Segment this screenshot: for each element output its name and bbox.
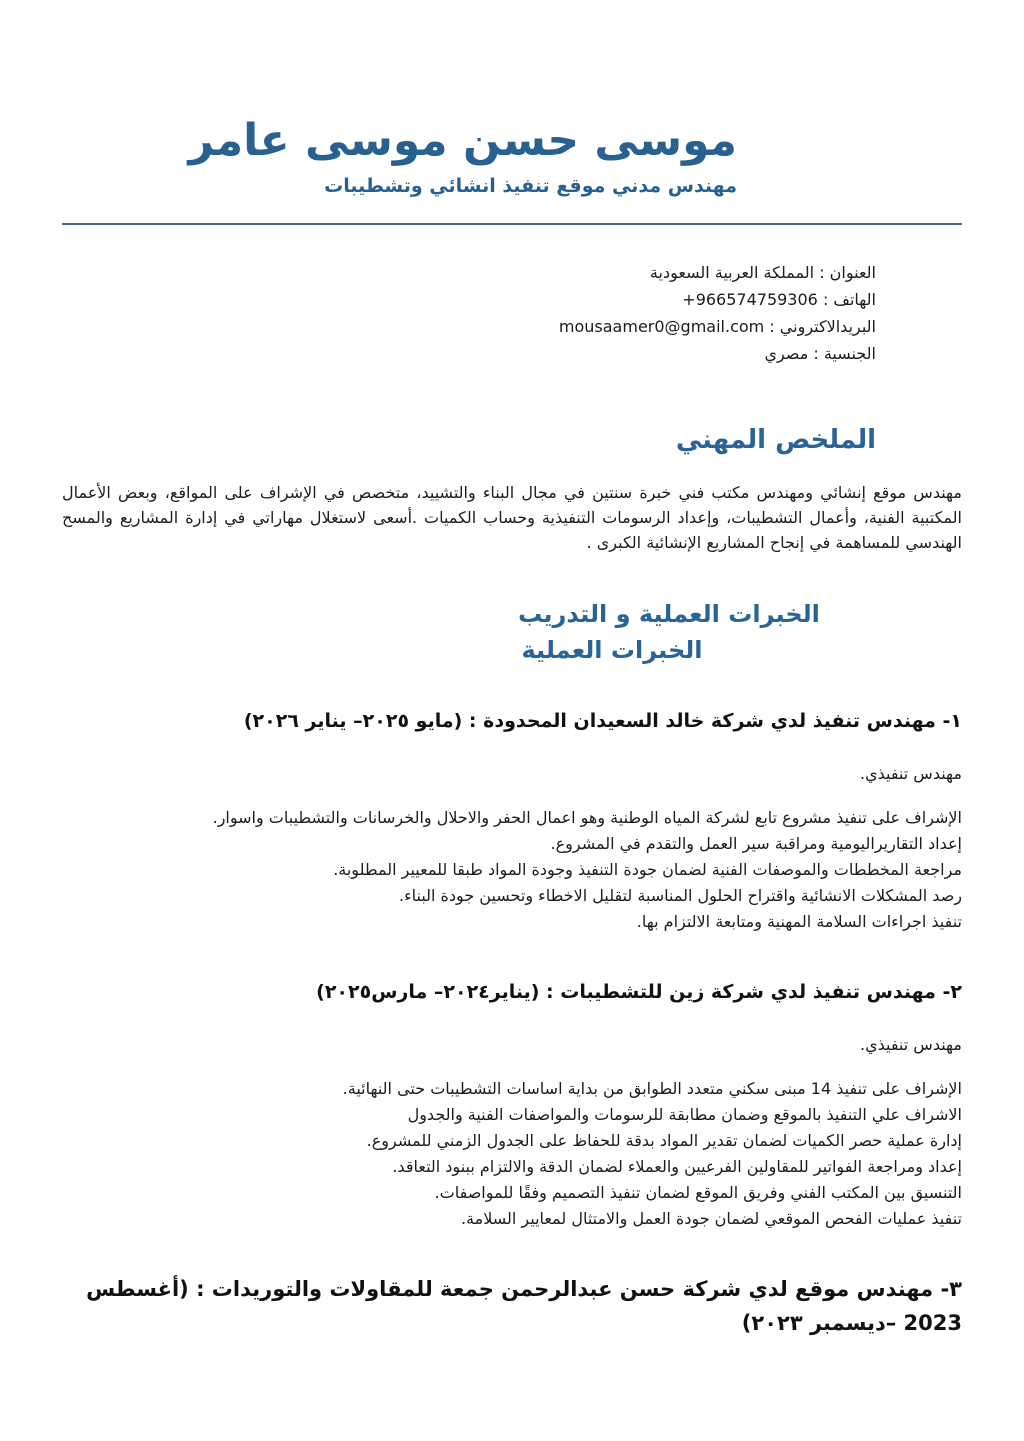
job-1-heading: ١- مهندس تنفيذ لدي شركة خالد السعيدان المحدودة : (مايو ٢٠٢٥– يناير ٢٠٢٦)	[243, 709, 962, 732]
header	[62, 116, 962, 225]
job-2-role: مهندس تنفيذي.	[860, 1035, 962, 1055]
header-name-block	[62, 116, 737, 197]
job-2-duty: تنفيذ عمليات الفحص الموقعي لضمان جودة العمل والامتثال لمعايير السلامة.	[460, 1208, 962, 1228]
job-entry-1	[62, 706, 962, 935]
summary-heading: الملخص المهني	[675, 425, 876, 456]
job-2-heading: ٢- مهندس تنفيذ لدي شركة زين للتشطيبات : (يناير٢٠٢٤– مارس٢٠٢٥)	[316, 980, 962, 1003]
nationality-value: مصري	[764, 344, 809, 364]
person-job-title: مهندس مدني موقع تنفيذ انشائي وتشطيبات	[324, 174, 737, 197]
experience-section-heading: الخبرات العملية و التدريب	[518, 599, 820, 628]
contact-info	[62, 259, 876, 368]
job-2-duties	[62, 1076, 962, 1231]
job-entry-2	[62, 977, 962, 1232]
email-label: البريدالاكتروني :	[769, 316, 876, 336]
phone-label: الهاتف :	[822, 289, 876, 309]
job-entry-3	[62, 1273, 962, 1340]
job-1-role: مهندس تنفيذي.	[860, 764, 962, 784]
job-3-heading: ٣- مهندس موقع لدي شركة حسن عبدالرحمن جمعة للمقاولات والتوريدات : (أغسطس 2023 –ديسمبر ٢٠٢٣)	[86, 1277, 962, 1336]
job-1-duty: تنفيذ اجراءات السلامة المهنية ومتابعة الالتزام بها.	[636, 911, 962, 931]
job-1-duty: رصد المشكلات الانشائية واقتراح الحلول المناسبة لتقليل الاخطاء وتحسين جودة البناء.	[399, 885, 962, 905]
phone-value: +966574759306	[682, 289, 818, 309]
job-2-duty: التنسيق بين المكتب الفني وفريق الموقع لضمان تنفيذ التصميم وفقًا للمواصفات.	[434, 1182, 962, 1202]
address-value: المملكة العربية السعودية	[649, 262, 815, 282]
summary-section	[62, 425, 962, 555]
summary-text: مهندس موقع إنشائي ومهندس مكتب فني خبرة سنتين في مجال البناء والتشييد، متخصص في الإشراف على المواقع، وبعض الأعمال المكتبية الفنية، وأعمال التشطيبات، وإعداد الرسومات التنفيذية وحساب الكميات .أسعى لاستغلال مهاراتي في إدارة المشاريع والمسح الهندسي للمساهمة في إنجاح المشاريع الإنشائية الكبرى .	[62, 483, 962, 552]
contact-phone	[62, 286, 876, 313]
experience-subsection-heading: الخبرات العملية	[521, 635, 703, 664]
contact-nationality	[62, 340, 876, 367]
nationality-label: الجنسية :	[813, 344, 876, 364]
email-value: mousaamer0@gmail.com	[558, 316, 765, 336]
address-label: العنوان :	[819, 262, 876, 282]
person-name: موسى حسن موسى عامر	[188, 115, 737, 166]
job-2-duty: الإشراف على تنفيذ 14 مبنى سكني متعدد الطوابق من بداية اساسات التشطيبات حتى النهائية.	[342, 1079, 962, 1099]
job-1-duty: الإشراف على تنفيذ مشروع تابع لشركة المياه الوطنية وهو اعمال الحفر والاحلال والخرسانات والتشطيبات واسوار.	[212, 808, 962, 828]
job-1-duty: مراجعة المخططات والموصفات الفنية لضمان جودة التنفيذ وجودة المواد طبقا للمعيير المطلوبة.	[333, 859, 962, 879]
job-2-duty: إعداد ومراجعة الفواتير للمقاولين الفرعيين والعملاء لضمان الدقة والالتزام ببنود التعاقد.	[392, 1156, 962, 1176]
job-2-duty: الاشراف علي التنفيذ بالموقع وضمان مطابقة للرسومات والمواصفات الفنية والجدول	[407, 1104, 962, 1124]
header-divider	[62, 223, 962, 225]
job-2-duty: إدارة عملية حصر الكميات لضمان تقدير المواد بدقة للحفاظ على الجدول الزمني للمشروع.	[366, 1130, 962, 1150]
contact-email	[62, 313, 876, 340]
job-1-duty: إعداد التقاريراليومية ومراقبة سير العمل والتقدم في المشروع.	[550, 834, 962, 854]
contact-address	[62, 259, 876, 286]
job-1-duties	[62, 805, 962, 935]
